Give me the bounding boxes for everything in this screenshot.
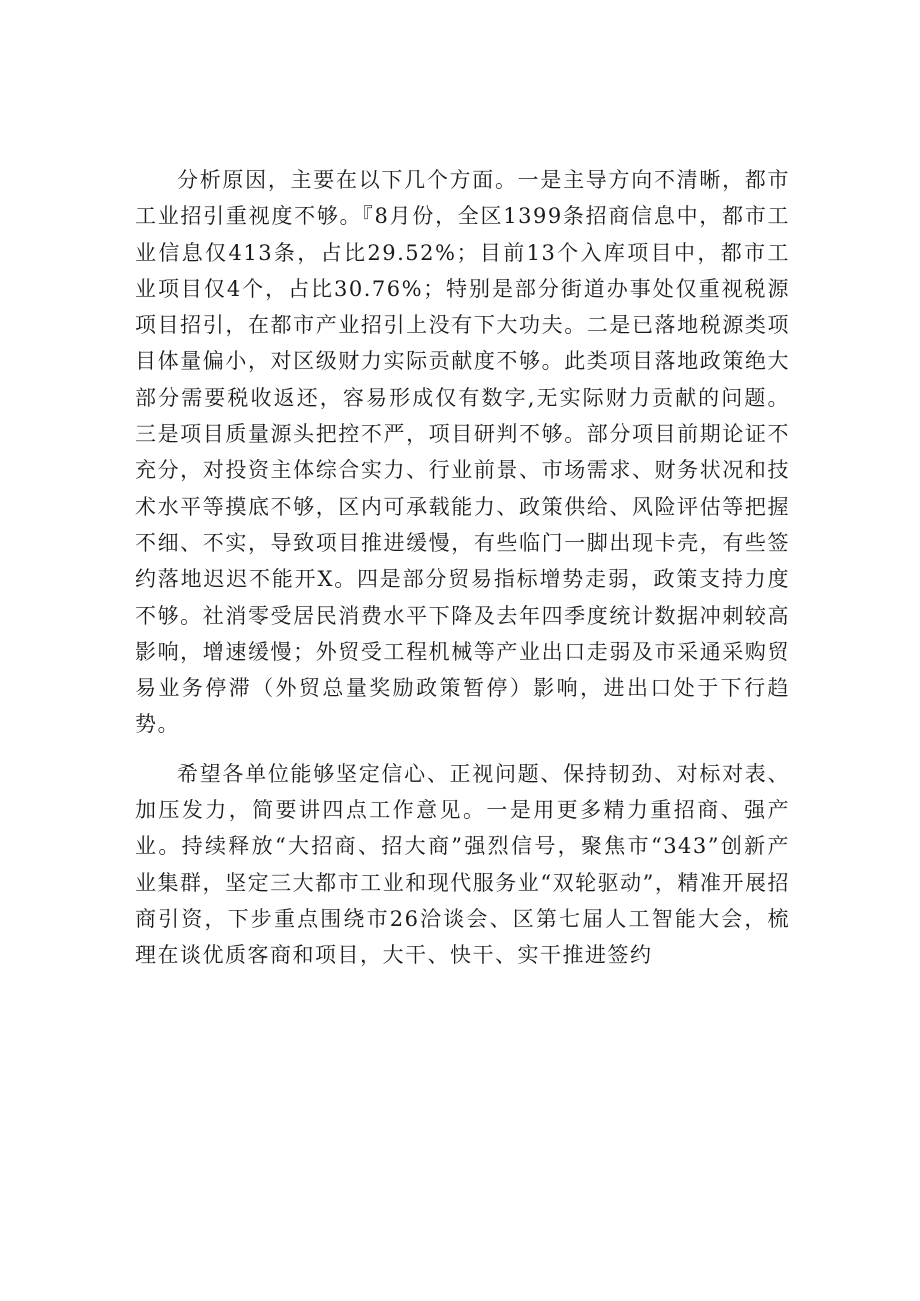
paragraph-work-opinions: 希望各单位能够坚定信心、正视问题、保持韧劲、对标对表、加压发力，简要讲四点工作意见。一是用更多精力重招商、强产业。持续释放“大招商、招大商”强烈信号，聚焦市“343”创新产业集群，坚定三大都市工业和现代服务业“双轮驱动”，精准开展招商引资，下步重点围绕市26洽谈会、区第七届人工智能大会，梳理在谈优质客商和项目，大干、快干、实干推进签约 bbox=[135, 761, 790, 968]
document-body bbox=[135, 162, 790, 974]
paragraph-analysis: 分析原因，主要在以下几个方面。一是主导方向不清晰，都市工业招引重视度不够。『8月份，全区1399条招商信息中，都市工业信息仅413条，占比29.52%；目前13个入库项目中，都市工业项目仅4个，占比30.76%；特别是部分街道办事处仅重视税源项目招引，在都市产业招引上没有下大功夫。二是已落地税源类项目体量偏小，对区级财力实际贡献度不够。此类项目落地政策绝大部分需要税收返还，容易形成仅有数字,无实际财力贡献的问题。三是项目质量源头把控不严，项目研判不够。部分项目前期论证不充分，对投资主体综合实力、行业前景、市场需求、财务状况和技术水平等摸底不够，区内可承载能力、政策供给、风险评估等把握不细、不实，导致项目推进缓慢，有些临门一脚出现卡壳，有些签约落地迟迟不能开X。四是部分贸易指标增势走弱，政策支持力度不够。社消零受居民消费水平下降及去年四季度统计数据冲刺较高影响，增速缓慢；外贸受工程机械等产业出口走弱及市采通采购贸易业务停滞（外贸总量奖励政策暂停）影响，进出口处于下行趋势。 bbox=[135, 168, 791, 737]
